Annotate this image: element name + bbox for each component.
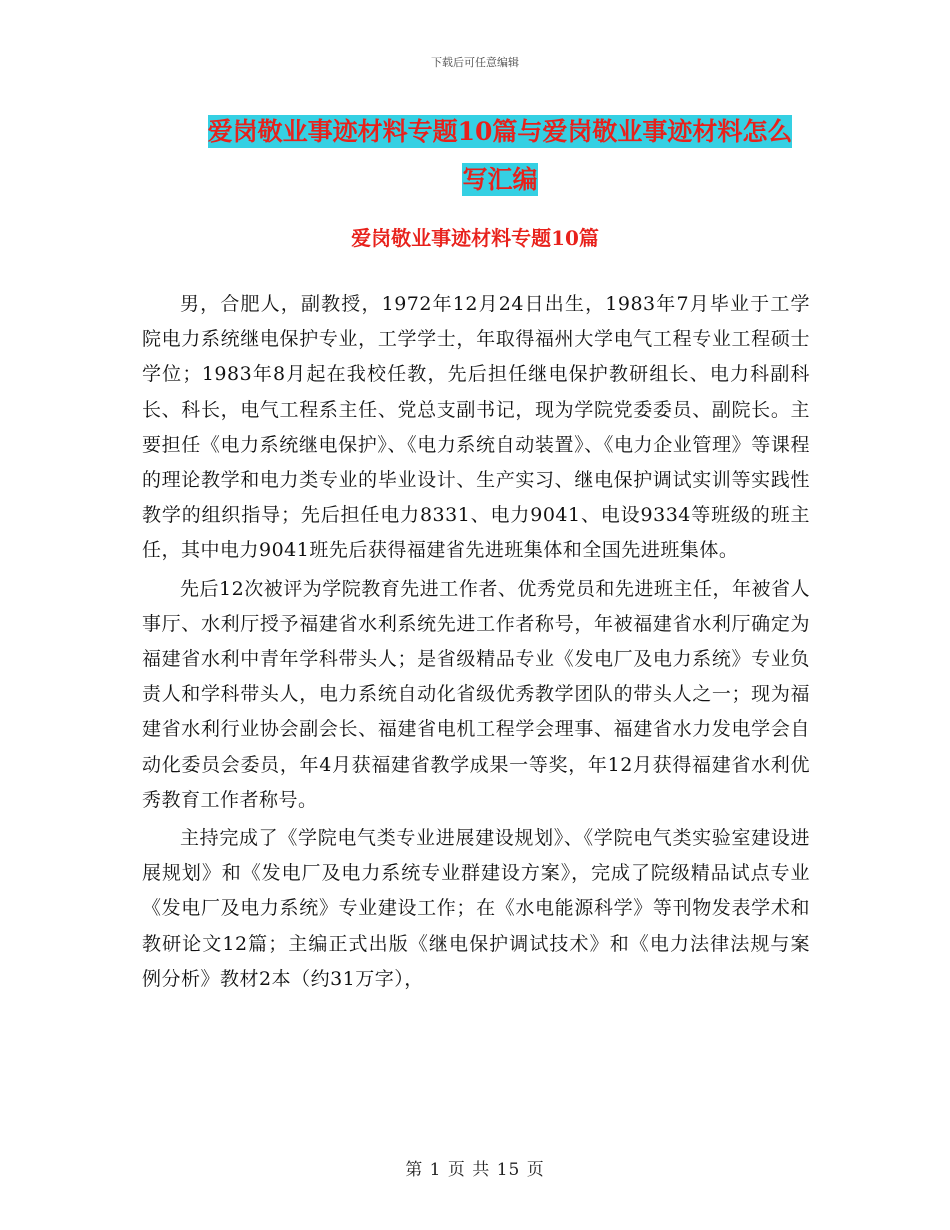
paragraph-2: 先后12次被评为学院教育先进工作者、优秀党员和先进班主任，年被省人事厅、水利厅授予福建省水利系统先进工作者称号，年被福建省水利厅确定为福建省水利中青年学科带头人；是省级精品专业《发电厂及电力系统》专业负责人和学科带头人，电力系统自动化省级优秀教学团队的带头人之一；现为福建省水利行业协会副会长、福建省电机工程学会理事、福建省水力发电学会自动化委员会委员，年4月获福建省教学成果一等奖，年12月获得福建省水利优秀教育工作者称号。 <box>142 577 810 811</box>
document-title <box>170 108 830 204</box>
document-title-line-2: 写汇编 <box>462 165 538 194</box>
section-heading: 爱岗敬业事迹材料专题10篇 <box>351 226 599 250</box>
document-title-line-1: 爱岗敬业事迹材料专题10篇与爱岗敬业事迹材料怎么 <box>207 117 793 146</box>
body-text <box>142 287 810 1000</box>
paragraph-3: 主持完成了《学院电气类专业进展建设规划》、《学院电气类实验室建设进展规划》和《发电厂及电力系统专业群建设方案》，完成了院级精品试点专业《发电厂及电力系统》专业建设工作；在《水电能源科学》等刊物发表学术和教研论文12篇；主编正式出版《继电保护调试技术》和《电力法律法规与案例分析》教材2本（约31万字）， <box>142 827 810 990</box>
header-note: 下载后可任意编辑 <box>431 56 519 69</box>
page-number-footer: 第 1 页 共 15 页 <box>405 1160 545 1180</box>
paragraph-1: 男，合肥人，副教授，1972年12月24日出生，1983年7月毕业于工学院电力系统继电保护专业，工学学士，年取得福州大学电气工程专业工程硕士学位；1983年8月起在我校任教，先后担任继电保护教研组长、电力科副科长、科长，电气工程系主任、党总支副书记，现为学院党委委员、副院长。主要担任《电力系统继电保护》、《电力系统自动装置》、《电力企业管理》等课程的理论教学和电力类专业的毕业设计、生产实习、继电保护调试实训等实践性教学的组织指导；先后担任电力8331、电力9041、电设9334等班级的班主任，其中电力9041班先后获得福建省先进班集体和全国先进班集体。 <box>142 293 810 562</box>
